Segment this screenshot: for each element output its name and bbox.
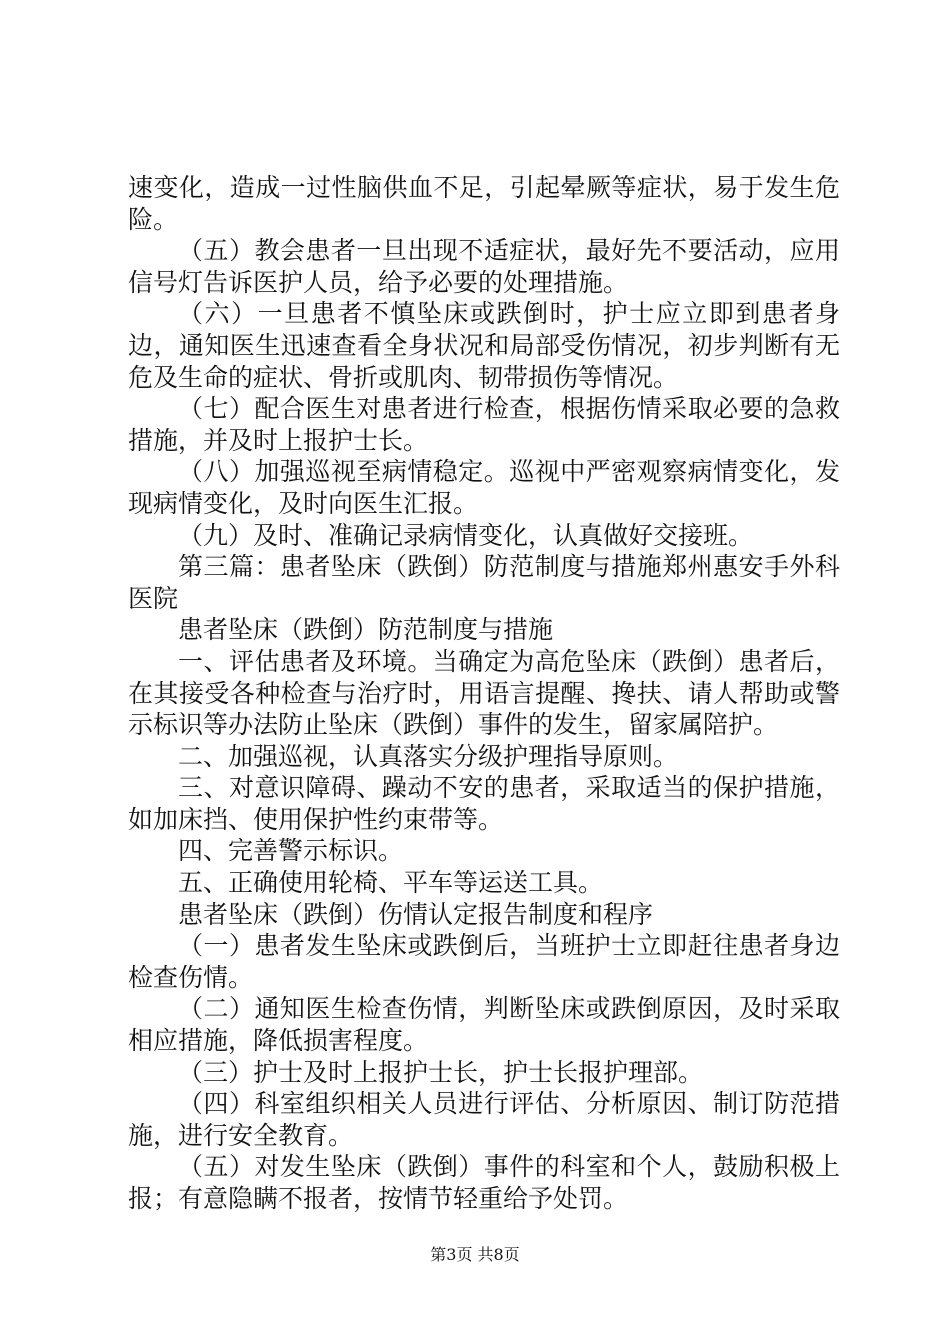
paragraph-measure-2: 二、加强巡视，认真落实分级护理指导原则。 xyxy=(178,741,679,771)
paragraph-item-6: （六）一旦患者不慎坠床或跌倒时，护士应立即到患者身边，通知医生迅速查看全身状况和局部受伤情况，初步判断有无危及生命的症状、骨折或肌肉、韧带损伤等情况。 xyxy=(128,299,840,392)
paragraph-measure-5: 五、正确使用轮椅、平车等运送工具。 xyxy=(178,868,604,898)
subheading-reporting: 患者坠床（跌倒）伤情认定报告制度和程序 xyxy=(178,899,654,929)
subheading-prevention: 患者坠床（跌倒）防范制度与措施 xyxy=(178,615,554,645)
paragraph-report-4: （四）科室组织相关人员进行评估、分析原因、制订防范措施，进行安全教育。 xyxy=(128,1089,840,1150)
paragraph-item-7: （七）配合医生对患者进行检查，根据伤情采取必要的急救措施，并及时上报护士长。 xyxy=(128,394,840,455)
paragraph-report-2: （二）通知医生检查伤情，判断坠床或跌倒原因，及时采取相应措施，降低损害程度。 xyxy=(128,994,840,1056)
page-number-footer: 第3页 共8页 xyxy=(430,1245,520,1264)
paragraph-measure-3: 三、对意识障碍、躁动不安的患者，采取适当的保护措施，如加床挡、使用保护性约束带等。 xyxy=(128,773,840,834)
body-text xyxy=(128,172,840,1215)
paragraph-report-5: （五）对发生坠床（跌倒）事件的科室和个人，鼓励积极上报；有意隐瞒不报者，按情节轻重给予处罚。 xyxy=(128,1152,840,1213)
paragraph-item-5: （五）教会患者一旦出现不适症状，最好先不要活动，应用信号灯告诉医护人员，给予必要的处理措施。 xyxy=(128,236,840,297)
section-heading-part-3: 第三篇：患者坠床（跌倒）防范制度与措施郑州惠安手外科医院 xyxy=(128,552,840,613)
paragraph-item-9: （九）及时、准确记录病情变化，认真做好交接班。 xyxy=(178,520,754,550)
paragraph-report-3: （三）护士及时上报护士长，护士长报护理部。 xyxy=(178,1057,704,1087)
paragraph-measure-4: 四、完善警示标识。 xyxy=(178,836,404,866)
paragraph-report-1: （一）患者发生坠床或跌倒后，当班护士立即赶往患者身边检查伤情。 xyxy=(128,931,840,992)
paragraph-measure-1: 一、评估患者及环境。当确定为高危坠床（跌倒）患者后，在其接受各种检查与治疗时，用语言提醒、搀扶、请人帮助或警示标识等办法防止坠床（跌倒）事件的发生，留家属陪护。 xyxy=(128,646,840,740)
paragraph-continuation: 速变化，造成一过性脑供血不足，引起晕厥等症状，易于发生危险。 xyxy=(128,173,840,234)
paragraph-item-8: （八）加强巡视至病情稳定。巡视中严密观察病情变化，发现病情变化，及时向医生汇报。 xyxy=(128,457,840,518)
